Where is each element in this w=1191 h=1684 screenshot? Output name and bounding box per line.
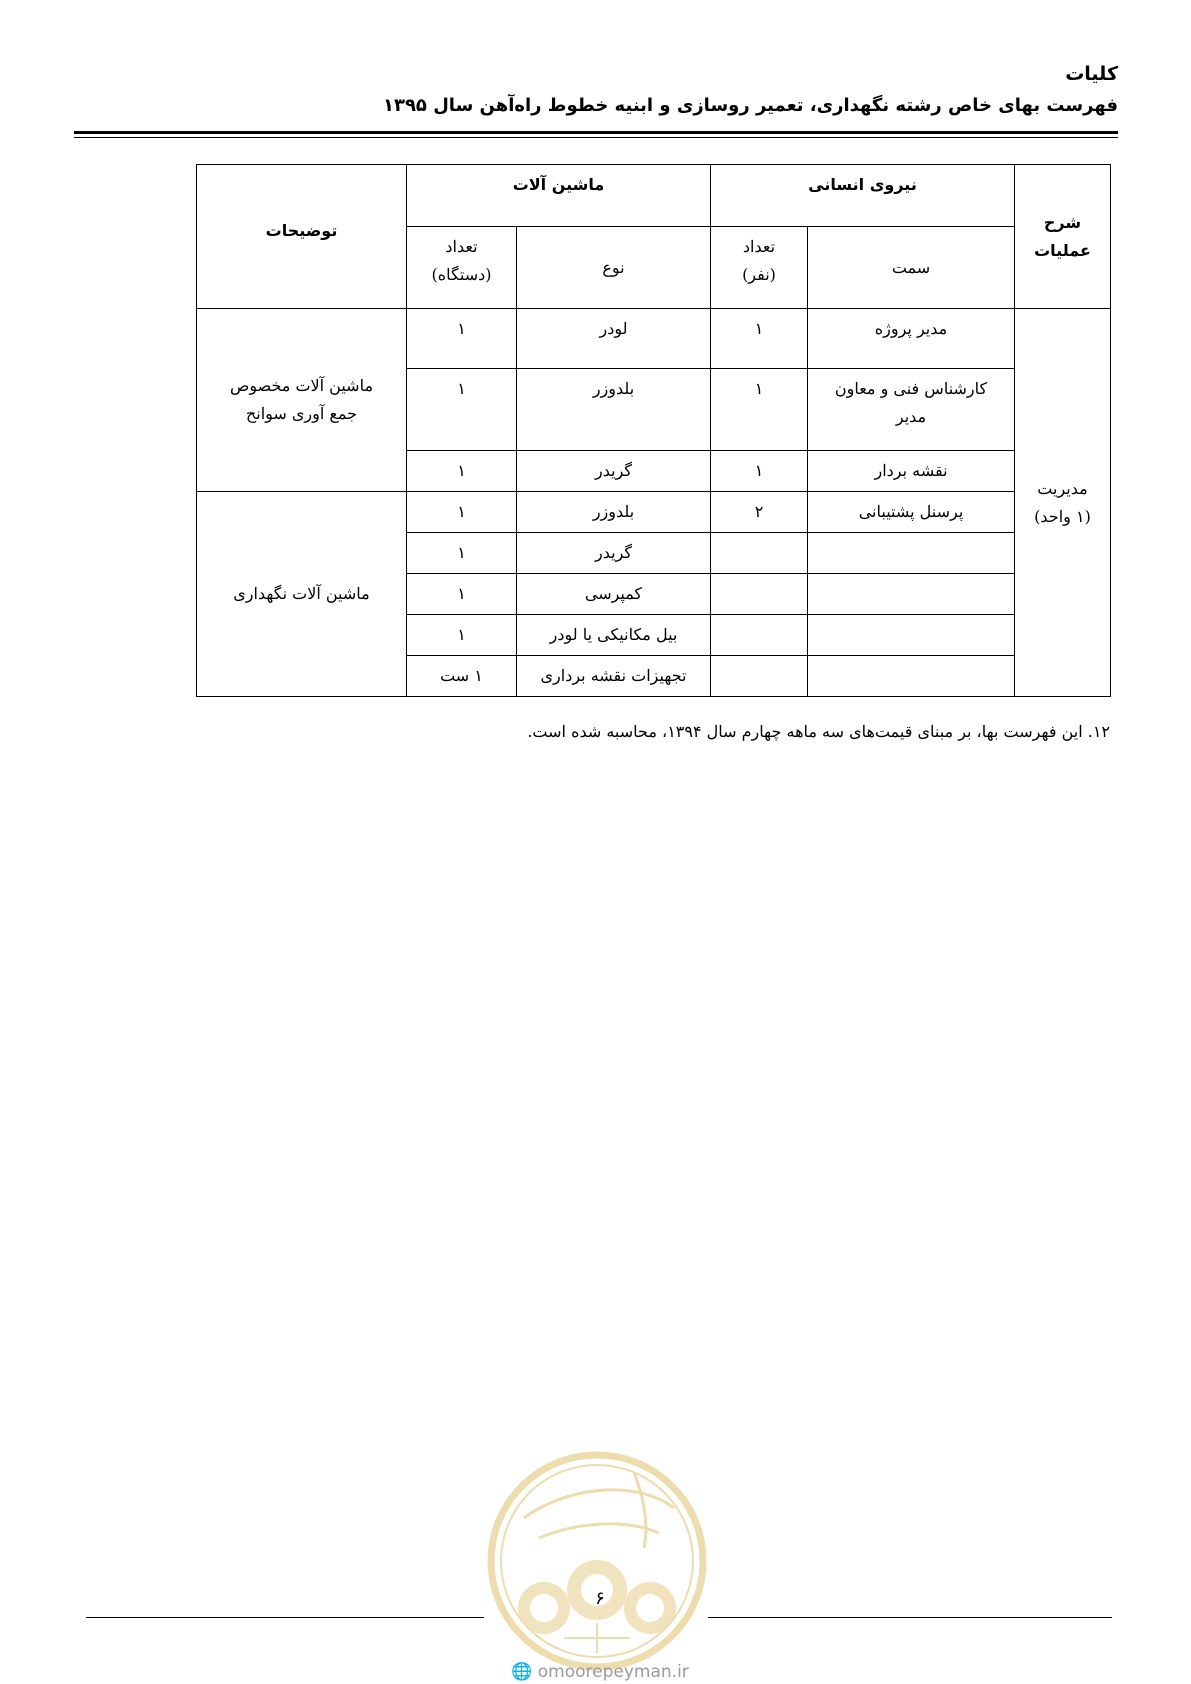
manpower-count-cell — [711, 533, 808, 574]
footnote: ۱۲. این فهرست بها، بر مبنای قیمت‌های سه ماهه چهارم سال ۱۳۹۴، محاسبه شده است. — [527, 722, 1110, 741]
position-cell: کارشناس فنی و معاون مدیر — [808, 369, 1015, 451]
manpower-count-cell: ۱ — [711, 369, 808, 451]
machine-count-cell: ۱ — [407, 574, 517, 615]
description-cell-maintenance: ماشین آلات نگهداری — [197, 492, 407, 697]
position-cell: نقشه بردار — [808, 451, 1015, 492]
machine-type-cell: گریدر — [517, 451, 711, 492]
machine-type-cell: تجهیزات نقشه برداری — [517, 656, 711, 697]
position-cell — [808, 615, 1015, 656]
machine-type-cell: کمپرسی — [517, 574, 711, 615]
position-cell — [808, 574, 1015, 615]
machine-type-cell: بلدوزر — [517, 492, 711, 533]
footer-rule-left — [86, 1617, 484, 1618]
machine-type-cell: گریدر — [517, 533, 711, 574]
manpower-count-cell — [711, 615, 808, 656]
table-row — [197, 309, 1111, 369]
position-cell: پرسنل پشتیبانی — [808, 492, 1015, 533]
globe-icon: 🌐 — [511, 1662, 533, 1682]
machine-count-cell: ۱ — [407, 309, 517, 369]
header-rule-thin — [74, 137, 1118, 138]
manpower-count-cell — [711, 574, 808, 615]
header-machinery: ماشین آلات — [407, 165, 711, 227]
machine-type-cell: لودر — [517, 309, 711, 369]
machine-count-cell: ۱ — [407, 615, 517, 656]
machine-count-cell: ۱ — [407, 451, 517, 492]
table-row — [197, 492, 1111, 533]
position-cell — [808, 656, 1015, 697]
header-manpower-count: تعداد (نفر) — [711, 227, 808, 309]
operation-cell: مدیریت (۱ واحد) — [1015, 309, 1111, 697]
header-manpower: نیروی انسانی — [711, 165, 1015, 227]
page-header — [74, 60, 1118, 120]
watermark-seal-logo — [484, 1448, 710, 1674]
machine-count-cell: ۱ — [407, 533, 517, 574]
header-description: توضیحات — [197, 165, 407, 309]
section-title: کلیات — [1065, 63, 1118, 85]
header-operation: شرح عملیات — [1015, 165, 1111, 309]
machine-type-cell: بیل مکانیکی یا لودر — [517, 615, 711, 656]
manpower-count-cell — [711, 656, 808, 697]
manpower-count-cell: ۲ — [711, 492, 808, 533]
header-machine-count: تعداد (دستگاه) — [407, 227, 517, 309]
header-position: سمت — [808, 227, 1015, 309]
position-cell — [808, 533, 1015, 574]
header-rule-thick — [74, 131, 1118, 134]
machine-count-cell: ۱ — [407, 369, 517, 451]
machine-count-cell: ۱ ست — [407, 656, 517, 697]
header-machine-type: نوع — [517, 227, 711, 309]
position-cell: مدیر پروژه — [808, 309, 1015, 369]
manpower-count-cell: ۱ — [711, 451, 808, 492]
page-number: ۶ — [595, 1588, 605, 1609]
manpower-count-cell: ۱ — [711, 309, 808, 369]
machine-type-cell: بلدوزر — [517, 369, 711, 451]
site-credit — [480, 1662, 720, 1682]
site-url: omoorepeyman.ir — [537, 1662, 689, 1682]
document-title: فهرست بهای خاص رشته نگهداری، تعمیر روسازی و ابنیه خطوط راه‌آهن سال ۱۳۹۵ — [382, 95, 1118, 116]
description-cell-accident: ماشین آلات مخصوص جمع آوری سوانح — [197, 309, 407, 492]
machine-count-cell: ۱ — [407, 492, 517, 533]
footer-rule-right — [708, 1617, 1112, 1618]
machinery-manpower-table — [196, 164, 1111, 697]
